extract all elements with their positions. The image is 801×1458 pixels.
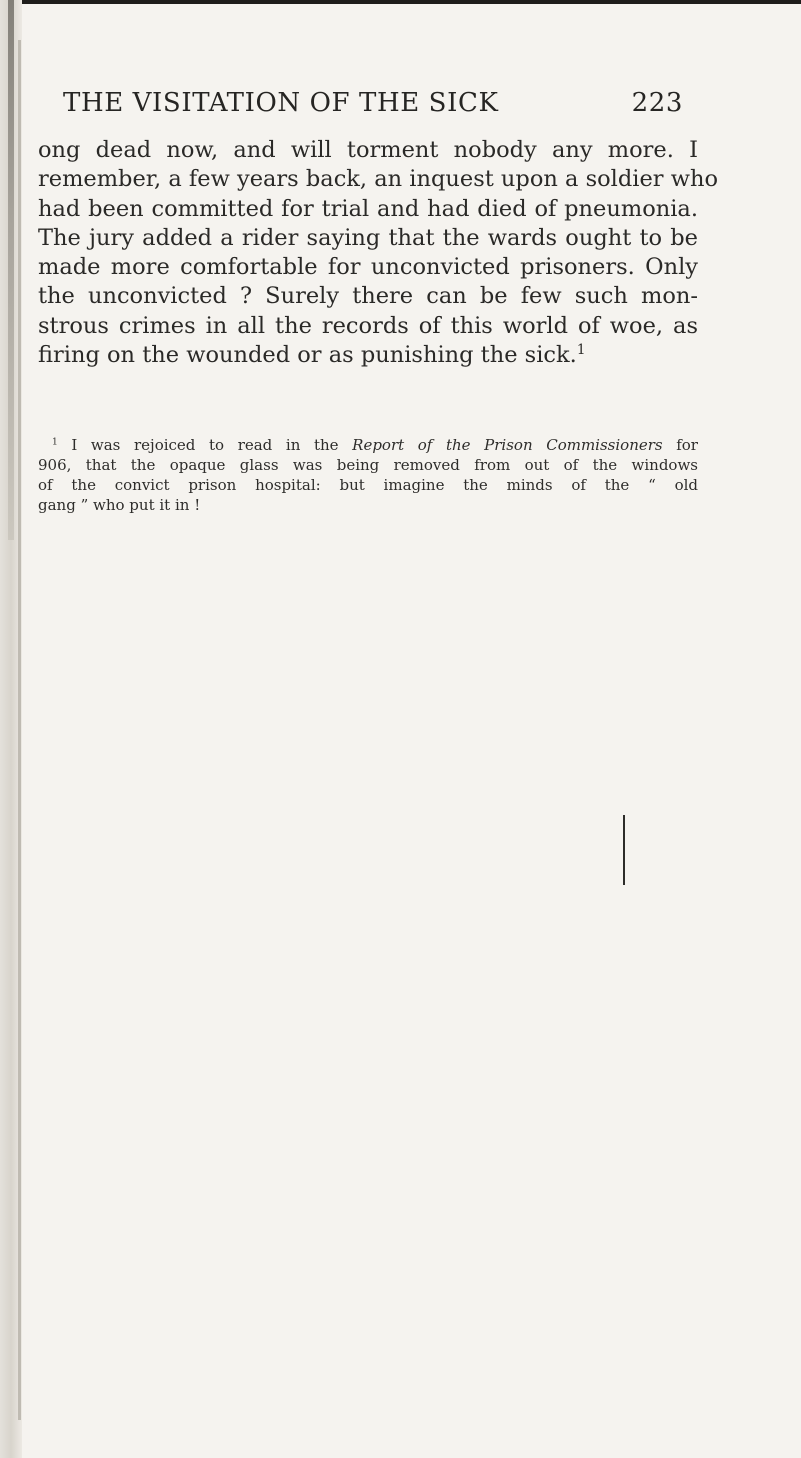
- body-line: strous crimes in all the records of this world of woe, as: [38, 312, 698, 339]
- body-line: The jury added a rider saying that the wards ought to be: [38, 224, 698, 251]
- body-line: made more comfortable for unconvicted prisoners. Only: [38, 254, 698, 281]
- page-number: 223: [631, 88, 683, 118]
- footnote-line: [38, 435, 698, 455]
- body-line: the unconvicted ? Surely there can be few such mon-: [38, 283, 698, 310]
- footnote-line: gang ” who put it in !: [38, 496, 201, 514]
- footnote-text: for: [662, 436, 698, 454]
- footnote-text: I was rejoiced to read in the: [71, 436, 353, 454]
- footnote-report-title: Report of the Prison Commissioners: [352, 436, 663, 454]
- footnote-marker: 1: [52, 437, 58, 448]
- body-line: had been committed for trial and had died of pneumonia.: [38, 195, 698, 222]
- body-line: ong dead now, and will torment nobody any more. I: [38, 137, 698, 163]
- running-title: THE VISITATION OF THE SICK: [63, 88, 499, 118]
- footnote-line: 906, that the opaque glass was being removed from out of the windows: [38, 456, 698, 474]
- gutter-line: [18, 40, 21, 1420]
- top-edge-rule: [0, 0, 801, 4]
- page-gutter: [0, 0, 22, 1458]
- gutter-shadow: [8, 0, 14, 540]
- running-header: [63, 88, 683, 118]
- footnote: [38, 435, 698, 515]
- body-line: remember, a few years back, an inquest upon a soldier who: [38, 166, 718, 193]
- footnote-line: of the convict prison hospital: but imagine the minds of the “ old: [38, 476, 698, 494]
- body-paragraph: [38, 136, 718, 370]
- footnote-reference: 1: [576, 341, 586, 358]
- body-line-last: [38, 341, 698, 370]
- stray-mark: [623, 815, 625, 885]
- body-line-text: firing on the wounded or as punishing the sick.: [38, 342, 577, 369]
